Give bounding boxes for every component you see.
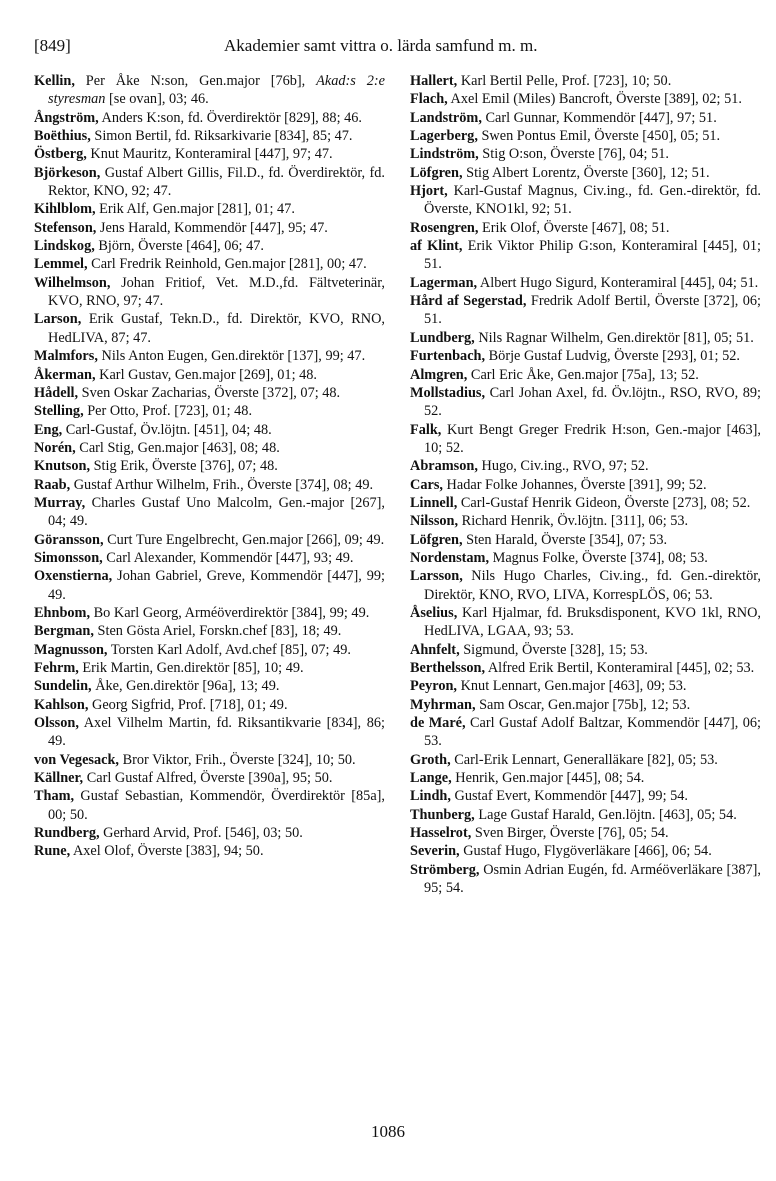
member-details: Sven Birger, Överste [76], 05; 54.: [471, 825, 669, 842]
member-details: Stig Albert Lorentz, Överste [360], 12; 51.: [462, 164, 710, 181]
member-entry: [34, 549, 385, 567]
member-surname: Källner,: [34, 770, 84, 787]
member-entry: [34, 439, 385, 457]
member-entry: [34, 567, 385, 604]
member-surname: Hådell,: [34, 384, 79, 401]
member-surname: Eng,: [34, 421, 63, 438]
member-entry: [410, 421, 761, 458]
member-details: Hugo, Civ.ing., RVO, 97; 52.: [477, 458, 649, 475]
member-details: Erik Viktor Philip G:son, Konteramiral [445], 01; 51.: [424, 238, 761, 273]
member-surname: Abramson,: [410, 458, 478, 475]
member-surname: Bergman,: [34, 623, 94, 640]
member-entry: [410, 90, 761, 108]
member-entry: [34, 751, 385, 769]
member-surname: Rosengren,: [410, 219, 479, 236]
member-details: Simon Bertil, fd. Riksarkivarie [834], 85; 47.: [90, 128, 353, 145]
left-column: [34, 72, 385, 861]
member-surname: Björkeson,: [34, 164, 101, 181]
member-details: Erik Olof, Överste [467], 08; 51.: [478, 219, 670, 236]
member-details: Nils Hugo Charles, Civ.ing., fd. Gen.-direktör, Direktör, KNO, RVO, LIVA, KorrespLÖS, 06; 53.: [424, 568, 761, 603]
member-entry: [34, 476, 385, 494]
member-surname: Linnell,: [410, 494, 458, 511]
member-entry: [410, 677, 761, 695]
member-surname: Löfgren,: [410, 164, 463, 181]
member-details: Johan Gabriel, Greve, Kommendör [447], 99; 49.: [48, 568, 385, 603]
member-details: Magnus Folke, Överste [374], 08; 53.: [489, 549, 708, 566]
member-entry: [34, 696, 385, 714]
member-surname: Groth,: [410, 751, 451, 768]
member-entry: [410, 659, 761, 677]
member-entry: [34, 787, 385, 824]
member-details: Sam Oscar, Gen.major [75b], 12; 53.: [475, 696, 691, 713]
member-surname: Tham,: [34, 788, 75, 805]
member-details: Karl Bertil Pelle, Prof. [723], 10; 50.: [457, 73, 672, 89]
member-entry: [410, 714, 761, 751]
member-details: Knut Lennart, Gen.major [463], 09; 53.: [457, 678, 687, 695]
member-surname: Peyron,: [410, 678, 457, 695]
member-surname: Severin,: [410, 843, 460, 860]
member-entry: [34, 200, 385, 218]
member-entry: [410, 604, 761, 641]
member-entry: [34, 402, 385, 420]
member-surname: Furtenbach,: [410, 348, 486, 365]
member-surname: Cars,: [410, 476, 443, 493]
page-bracket-number: [849]: [34, 36, 71, 55]
member-surname: Flach,: [410, 91, 448, 108]
member-details: Jens Harald, Kommendör [447], 95; 47.: [96, 219, 328, 236]
member-entry: [410, 512, 761, 530]
member-details: Bror Viktor, Frih., Överste [324], 10; 50.: [119, 751, 356, 768]
member-entry: [410, 182, 761, 219]
member-surname: Lindström,: [410, 146, 479, 163]
member-details: Nils Anton Eugen, Gen.direktör [137], 99; 47.: [97, 348, 366, 365]
member-details: Georg Sigfrid, Prof. [718], 01; 49.: [88, 696, 288, 713]
member-entry: [410, 127, 761, 145]
member-surname: Wilhelmson,: [34, 274, 111, 291]
member-entry: [34, 109, 385, 127]
member-surname: Löfgren,: [410, 531, 463, 548]
member-surname: Larson,: [34, 311, 82, 328]
member-details: Lage Gustaf Harald, Gen.löjtn. [463], 05; 54.: [474, 806, 737, 823]
member-surname: Ångström,: [34, 109, 99, 126]
member-details: Nils Ragnar Wilhelm, Gen.direktör [81], 05; 51.: [474, 329, 754, 346]
member-surname: Lagerman,: [410, 274, 478, 291]
member-entry: [410, 494, 761, 512]
member-details: Kurt Bengt Greger Fredrik H:son, Gen.-major [463], 10; 52.: [424, 421, 761, 456]
right-column: [410, 72, 761, 897]
member-entry: [410, 806, 761, 824]
member-details: Erik Alf, Gen.major [281], 01; 47.: [95, 201, 295, 218]
member-details: Karl Gustav, Gen.major [269], 01; 48.: [95, 366, 317, 383]
member-entry: [34, 531, 385, 549]
member-entry: [410, 237, 761, 274]
member-details: Sten Gösta Ariel, Forskn.chef [83], 18; 49.: [93, 623, 342, 640]
member-details: Gerhard Arvid, Prof. [546], 03; 50.: [99, 825, 303, 842]
member-details: Carl Alexander, Kommendör [447], 93; 49.: [102, 549, 354, 566]
member-entry: [34, 310, 385, 347]
member-surname: Östberg,: [34, 146, 87, 163]
member-surname: Landström,: [410, 109, 482, 126]
member-surname: Simonsson,: [34, 549, 103, 566]
member-details: Swen Pontus Emil, Överste [450], 05; 51.: [477, 128, 721, 145]
member-surname: Lundberg,: [410, 329, 475, 346]
member-entry: [410, 72, 761, 90]
member-surname: Ehnbom,: [34, 604, 91, 621]
member-entry: [410, 219, 761, 237]
member-surname: Lemmel,: [34, 256, 88, 273]
member-details: Gustaf Arthur Wilhelm, Frih., Överste [374], 08; 49.: [70, 476, 374, 493]
member-entry: [410, 384, 761, 421]
member-details: Carl Johan Axel, fd. Öv.löjtn., RSO, RVO, 89; 52.: [424, 384, 761, 420]
member-details: Carl Gustaf Alfred, Överste [390a], 95; 50.: [83, 770, 333, 787]
page-footer-number: 1086: [371, 1122, 405, 1141]
member-surname: Almgren,: [410, 366, 468, 383]
member-surname: Murray,: [34, 494, 86, 511]
member-surname: Myhrman,: [410, 696, 476, 713]
member-surname: Berthelsson,: [410, 660, 486, 676]
member-details: Stig Erik, Överste [376], 07; 48.: [90, 458, 278, 475]
member-surname: Knutson,: [34, 458, 91, 475]
member-entry: [410, 769, 761, 787]
member-details: Torsten Karl Adolf, Avd.chef [85], 07; 49.: [107, 641, 351, 658]
member-surname: Strömberg,: [410, 861, 480, 878]
member-surname: Rundberg,: [34, 825, 100, 842]
member-details: Alfred Erik Bertil, Konteramiral [445], 02; 53.: [485, 660, 755, 676]
member-entry: [34, 366, 385, 384]
member-details: Sten Harald, Överste [354], 07; 53.: [462, 531, 668, 548]
member-surname: Hård af Segerstad,: [410, 293, 527, 310]
member-surname: Larsson,: [410, 568, 463, 585]
member-details: Åke, Gen.direktör [96a], 13; 49.: [91, 678, 280, 695]
member-entry: [410, 457, 761, 475]
member-entry: [34, 237, 385, 255]
member-details: Per Åke N:son, Gen.major [76b],: [74, 73, 317, 89]
member-details: Hadar Folke Johannes, Överste [391], 99; 52.: [442, 476, 707, 493]
member-entry: [410, 641, 761, 659]
member-entry: [410, 366, 761, 384]
member-entry: [410, 274, 761, 292]
member-entry: [34, 219, 385, 237]
member-details: Börje Gustaf Ludvig, Överste [293], 01; 52.: [485, 348, 740, 365]
member-details: Gustaf Hugo, Flygöverläkare [466], 06; 54.: [459, 843, 712, 860]
member-surname: Falk,: [410, 421, 442, 438]
member-details-cont: [se ovan], 03; 46.: [105, 91, 209, 108]
member-details: Carl Eric Åke, Gen.major [75a], 13; 52.: [467, 366, 699, 383]
member-entry: [34, 145, 385, 163]
member-entry: [410, 842, 761, 860]
member-details: Richard Henrik, Öv.löjtn. [311], 06; 53.: [458, 513, 689, 530]
member-details: Carl Gunnar, Kommendör [447], 97; 51.: [481, 109, 717, 126]
member-details: Stig O:son, Överste [76], 04; 51.: [478, 146, 669, 163]
member-entry: [34, 255, 385, 273]
member-entry: [34, 769, 385, 787]
member-entry: [34, 604, 385, 622]
member-entry: [34, 164, 385, 201]
member-entry: [410, 109, 761, 127]
member-details: Björn, Överste [464], 06; 47.: [94, 238, 264, 255]
member-surname: Lange,: [410, 770, 452, 787]
member-details: Carl Gustaf Adolf Baltzar, Kommendör [447], 06; 53.: [424, 715, 761, 750]
member-details: Curt Ture Engelbrecht, Gen.major [266], 09; 49.: [103, 531, 385, 548]
member-surname: Kellin,: [34, 73, 75, 89]
member-surname: Thunberg,: [410, 806, 475, 823]
member-entry: [34, 842, 385, 860]
member-entry: [34, 714, 385, 751]
member-surname: Oxenstierna,: [34, 568, 113, 585]
member-surname: Kihlblom,: [34, 201, 96, 218]
member-entry: [34, 347, 385, 365]
member-entry: [410, 751, 761, 769]
member-surname: Olsson,: [34, 715, 79, 732]
member-surname: Nordenstam,: [410, 549, 490, 566]
member-entry: [410, 549, 761, 567]
member-surname: Ahnfelt,: [410, 641, 460, 658]
member-surname: Raab,: [34, 476, 71, 493]
member-surname: Norén,: [34, 439, 76, 456]
member-details: Sigmund, Överste [328], 15; 53.: [459, 641, 648, 658]
member-entry: [34, 677, 385, 695]
member-entry: [34, 824, 385, 842]
member-entry: [410, 164, 761, 182]
member-entry: [410, 329, 761, 347]
member-surname: de Maré,: [410, 715, 466, 732]
member-entry: [34, 494, 385, 531]
member-details: Karl Hjalmar, fd. Bruksdisponent, KVO 1kl, RNO, HedLIVA, LGAA, 93; 53.: [424, 604, 761, 640]
member-details: Erik Martin, Gen.direktör [85], 10; 49.: [78, 660, 304, 676]
member-surname: Åkerman,: [34, 366, 96, 383]
member-entry: [34, 127, 385, 145]
member-details: Carl-Gustaf, Öv.löjtn. [451], 04; 48.: [62, 421, 272, 438]
member-details: Henrik, Gen.major [445], 08; 54.: [451, 770, 645, 787]
member-entry: [410, 476, 761, 494]
member-entry: [410, 292, 761, 329]
member-entry: [410, 347, 761, 365]
member-surname: Mollstadius,: [410, 384, 486, 401]
member-entry: [34, 72, 385, 109]
member-entry: [34, 274, 385, 311]
member-entry: [410, 567, 761, 604]
member-surname: Hasselrot,: [410, 825, 472, 842]
member-surname: Fehrm,: [34, 660, 79, 676]
member-entry: [410, 145, 761, 163]
member-details: Carl-Gustaf Henrik Gideon, Överste [273], 08; 52.: [457, 494, 751, 511]
member-details: Erik Gustaf, Tekn.D., fd. Direktör, KVO, RNO, HedLIVA, 87; 47.: [48, 311, 385, 346]
member-details: Anders K:son, fd. Överdirektör [829], 88; 46.: [98, 109, 362, 126]
member-details: Karl-Gustaf Magnus, Civ.ing., fd. Gen.-direktör, fd. Överste, KNO1kl, 92; 51.: [424, 183, 761, 218]
member-details: Gustaf Albert Gillis, Fil.D., fd. Överdirektör, fd. Rektor, KNO, 92; 47.: [48, 164, 385, 200]
member-entry: [34, 384, 385, 402]
member-surname: Nilsson,: [410, 513, 459, 530]
member-details: Carl-Erik Lennart, Generalläkare [82], 05; 53.: [450, 751, 718, 768]
member-entry: [410, 787, 761, 805]
member-surname: Göransson,: [34, 531, 104, 548]
member-details: Axel Olof, Överste [383], 94; 50.: [70, 843, 264, 860]
member-surname: Sundelin,: [34, 678, 92, 695]
member-details: Sven Oskar Zacharias, Överste [372], 07; 48.: [78, 384, 341, 401]
member-details: Osmin Adrian Eugén, fd. Arméöverläkare [387], 95; 54.: [424, 861, 761, 897]
member-surname: Kahlson,: [34, 696, 89, 713]
member-details: Carl Fredrik Reinhold, Gen.major [281], 00; 47.: [87, 256, 367, 273]
member-entry: [34, 457, 385, 475]
member-surname: Rune,: [34, 843, 71, 860]
running-title: Akademier samt vittra o. lärda samfund m. m.: [224, 36, 538, 55]
member-role-italic: Akad:s 2:e styresman: [48, 73, 386, 108]
member-details: Axel Vilhelm Martin, fd. Riksantikvarie [834], 86; 49.: [48, 715, 385, 750]
member-entry: [410, 861, 761, 898]
member-details: Johan Fritiof, Vet. M.D.,fd. Fältveterinär, KVO, RNO, 97; 47.: [48, 274, 385, 310]
member-entry: [34, 421, 385, 439]
member-surname: Lindskog,: [34, 238, 95, 255]
member-details: Charles Gustaf Uno Malcolm, Gen.-major [267], 04; 49.: [48, 494, 385, 530]
member-surname: af Klint,: [410, 238, 463, 255]
member-details: Gustaf Evert, Kommendör [447], 99; 54.: [450, 788, 688, 805]
member-surname: Lagerberg,: [410, 128, 478, 145]
member-details: Knut Mauritz, Konteramiral [447], 97; 47.: [86, 146, 333, 163]
member-surname: Åselius,: [410, 604, 458, 621]
member-details: Carl Stig, Gen.major [463], 08; 48.: [75, 439, 280, 456]
member-entry: [410, 531, 761, 549]
member-details: Bo Karl Georg, Arméöverdirektör [384], 99; 49.: [90, 604, 370, 621]
member-surname: Magnusson,: [34, 641, 108, 658]
member-entry: [410, 696, 761, 714]
member-surname: Hallert,: [410, 73, 458, 89]
member-surname: Hjort,: [410, 183, 448, 200]
member-surname: Boëthius,: [34, 128, 91, 145]
member-details: Fredrik Adolf Bertil, Överste [372], 06; 51.: [424, 293, 761, 328]
member-entry: [410, 824, 761, 842]
member-surname: Malmfors,: [34, 348, 98, 365]
member-details: Gustaf Sebastian, Kommendör, Överdirektör [85a], 00; 50.: [48, 788, 385, 823]
member-details: Per Otto, Prof. [723], 01; 48.: [83, 403, 253, 420]
member-entry: [34, 659, 385, 677]
member-surname: Stelling,: [34, 403, 84, 420]
member-details: Albert Hugo Sigurd, Konteramiral [445], 04; 51.: [477, 274, 759, 291]
member-entry: [34, 622, 385, 640]
member-surname: Lindh,: [410, 788, 451, 805]
member-surname: von Vegesack,: [34, 751, 119, 768]
member-surname: Stefenson,: [34, 219, 97, 236]
member-details: Axel Emil (Miles) Bancroft, Överste [389], 02; 51.: [447, 91, 742, 108]
member-entry: [34, 641, 385, 659]
